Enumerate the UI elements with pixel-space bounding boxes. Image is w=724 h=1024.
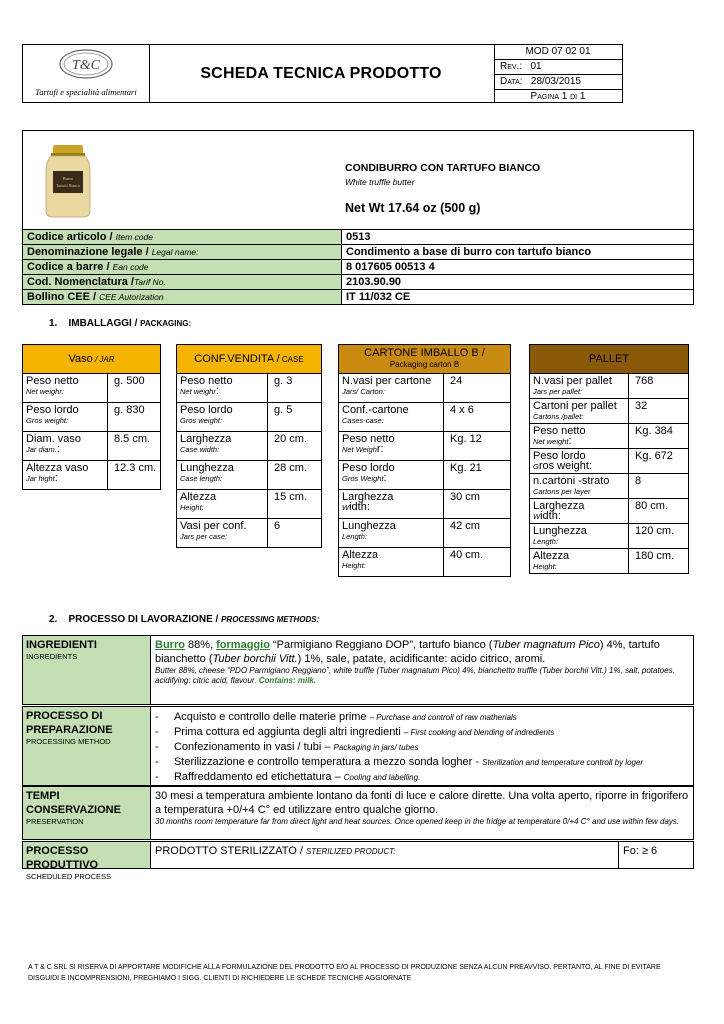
- footer-disclaimer: A T & C SRL SI RISERVA DI APPORTARE MODIFICHE ALLA FORMULAZIONE DEL PRODOTTO E/O AL PROCESSO DI PRODUZIONE SENZA ALCUN PREAVVISO. PERTANTO, AL FINE DI EVITARE DISGUIDI E INCOMPRENSIONI, PREGHIAMO I SIGG. CLIENTI DI RICHIEDERE LE SCHEDE TECNICHE AGGIORNATE: [28, 964, 661, 982]
- packaging-row: [530, 499, 689, 524]
- spec-key: Denominazione legale / Legal name:: [23, 245, 342, 260]
- packaging-value: 80 cm.: [629, 499, 689, 524]
- svg-text:Tartufo Bianco: Tartufo Bianco: [55, 183, 81, 188]
- packaging-value: 6: [268, 519, 322, 548]
- document-info: [494, 44, 623, 103]
- ingredients-row: INGREDIENTI INGREDIENTS Burro 88%, formaggio “Parmigiano Reggiano DOP”, tartufo bianco (Tuber magnatum Pico) 4%, tartufo bianchetto (Tuber borchii Vitt.) 1%, sale, patate, acidificante: acido citrico, aromi. Butter 88%, cheese “PDO Parmigiano Reggiano”, white truffle (Tuber magnatum Pico) 4%, bianchetto truffle (Tuber borchii Vitt.) 1%, salt, potatoes, acidifying: citric acid, flavour. Contains: milk.: [22, 635, 694, 705]
- packaging-value: Kg. 12: [444, 432, 511, 461]
- packaging-row: [177, 461, 322, 490]
- packaging-row: [530, 449, 689, 474]
- packaging-key: Larghezza Width:: [530, 499, 629, 524]
- spec-key: Bollino CEE / CEE Autorization: [23, 290, 342, 305]
- packaging-row: [23, 461, 161, 490]
- spec-key: Codice a barre / Ean code: [23, 260, 342, 275]
- packaging-key: Peso lordo Gros weight:: [23, 403, 108, 432]
- packaging-key: Conf.-cartone Cases-case:: [339, 403, 444, 432]
- packaging-value: Kg. 672: [629, 449, 689, 474]
- packaging-row: [530, 424, 689, 449]
- packaging-key: Peso netto Net weight:: [530, 424, 629, 449]
- packaging-value: 8.5 cm.: [108, 432, 161, 461]
- section-packaging-title: 1. IMBALLAGGI / PACKAGING:: [49, 318, 192, 329]
- packaging-key: Peso lordo Gros weight:: [530, 449, 629, 474]
- packaging-value: 32: [629, 399, 689, 424]
- preparation-step: - Raffreddamento ed etichettatura – Cooling and labelling.: [155, 771, 421, 783]
- net-weight: Net Wt 17.64 oz (500 g): [345, 201, 481, 215]
- packaging-value: 20 cm.: [268, 432, 322, 461]
- packaging-value: 28 cm.: [268, 461, 322, 490]
- packaging-key: Peso netto Net weighr:: [23, 374, 108, 403]
- spec-key: Cod. Nomenclatura /Tarif No.: [23, 275, 342, 290]
- jar-table: [22, 344, 161, 490]
- packaging-value: g. 830: [108, 403, 161, 432]
- packaging-value: 30 cm: [444, 490, 511, 519]
- company-logo-icon: [23, 45, 149, 85]
- packaging-value: 768: [629, 374, 689, 399]
- document-title-box: [148, 44, 495, 103]
- pallet-table: [529, 344, 689, 574]
- packaging-value: g. 5: [268, 403, 322, 432]
- preservation-row: TEMPI CONSERVAZIONE PRESERVATION 30 mesi a temperatura ambiente lontano da fonti di luce e calore dirette. Una volta aperto, riporre in frigorifero a temperatura +0/+4 C° ed utilizzare entro qualche giorno. 30 months room temperature far from direct light and heat sources. Once opened keep in the fridge at temperature 0/+4 C° and use within few days.: [22, 786, 694, 840]
- packaging-key: Peso netto Net Weighr:: [339, 432, 444, 461]
- packaging-key: Peso netto Net weighr:: [177, 374, 268, 403]
- packaging-row: [339, 548, 511, 577]
- packaging-row: [339, 374, 511, 403]
- fo-value: Fo: ≥ 6: [623, 845, 658, 857]
- packaging-value: Kg. 21: [444, 461, 511, 490]
- preparation-step: - Acquisto e controllo delle materie prime – Purchase and controll of raw matherials: [155, 711, 517, 723]
- packaging-key: Altezza Height:: [530, 549, 629, 574]
- product-name: CONDIBURRO CON TARTUFO BIANCO: [345, 162, 541, 174]
- packaging-key: Diam. vaso Jar diam.:: [23, 432, 108, 461]
- packaging-value: g. 3: [268, 374, 322, 403]
- packaging-key: Larghezza Width:: [339, 490, 444, 519]
- packaging-key: N.vasi per cartone Jars/ Carton:: [339, 374, 444, 403]
- packaging-row: [530, 524, 689, 549]
- ingredients-text: Burro 88%, formaggio “Parmigiano Reggiano DOP”, tartufo bianco (Tuber magnatum Pico) 4%, tartufo bianchetto (Tuber borchii Vitt.) 1%, sale, patate, acidificante: acido citrico, aromi. Butter 88%, cheese “PDO Parmigiano Reggiano”, white truffle (Tuber magnatum Pico) 4%, bianchetto truffle (Tuber borchii Vitt.) 1%, salt, potatoes, acidifying: citric acid, flavour. Contains: milk.: [155, 639, 675, 685]
- packaging-value: g. 500: [108, 374, 161, 403]
- packaging-key: Lunghezza Length:: [339, 519, 444, 548]
- packaging-key: Altezza Height:: [177, 490, 268, 519]
- packaging-value: 42 cm: [444, 519, 511, 548]
- logo-text: T&C: [71, 58, 101, 73]
- spec-row: [23, 230, 694, 245]
- section-processing-title: 2. PROCESSO DI LAVORAZIONE / PROCESSING METHODS:: [49, 614, 320, 625]
- date-value: 28/03/2015: [530, 76, 581, 87]
- packaging-key: N.vasi per pallet Jars per pallet:: [530, 374, 629, 399]
- carton-table: [338, 344, 511, 577]
- packaging-key: Altezza Height:: [339, 548, 444, 577]
- specs-table: [22, 229, 694, 305]
- packaging-row: [23, 374, 161, 403]
- packaging-value: 120 cm.: [629, 524, 689, 549]
- packaging-header: CONF.VENDITA / CASE: [177, 345, 322, 374]
- revision-value: 01: [530, 61, 542, 72]
- packaging-row: [339, 432, 511, 461]
- packaging-key: Peso lordo Gros Weight:: [339, 461, 444, 490]
- spec-value: IT 11/032 CE: [342, 290, 694, 305]
- packaging-value: 4 x 6: [444, 403, 511, 432]
- mod-code: MOD 07 02 01: [494, 45, 622, 60]
- packaging-value: 12.3 cm.: [108, 461, 161, 490]
- packaging-value: 24: [444, 374, 511, 403]
- product-box: [22, 130, 694, 230]
- production-row: PROCESSO PRODUTTIVO SCHEDULED PROCESS PRODOTTO STERILIZZATO / STERILIZED PRODUCT: Fo: ≥ 6: [22, 841, 694, 869]
- packaging-key: Lunghezza Case length:: [177, 461, 268, 490]
- packaging-row: [23, 403, 161, 432]
- packaging-row: [530, 399, 689, 424]
- packaging-key: Peso lordo Gros weight:: [177, 403, 268, 432]
- packaging-row: [23, 432, 161, 461]
- packaging-row: [177, 490, 322, 519]
- preparation-step: - Prima cottura ed aggiunta degli altri ingredienti – First cooking and blending of indredients: [155, 726, 555, 738]
- packaging-header: PALLET: [530, 345, 689, 374]
- spec-value: 2103.90.90: [342, 275, 694, 290]
- spec-row: [23, 245, 694, 260]
- packaging-key: Vasi per conf. Jars per case:: [177, 519, 268, 548]
- preparation-row: PROCESSO DI PREPARAZIONE PROCESSING METHOD - Acquisto e controllo delle materie prime – Purchase and controll of raw matherials - Prima cottura ed aggiunta degli altri ingredienti – First cooking and blending of indredients - Confezionamento in vasi / tubi – Packaging in jars/ tubes - Sterilizzazione e controllo temperatura a mezzo sonda logher - Sterilization and temperature controll by loger - Raffreddamento ed etichettatura – Cooling and labelling.: [22, 706, 694, 786]
- document-title: SCHEDA TECNICA PRODOTTO: [200, 64, 442, 82]
- packaging-value: 8: [629, 474, 689, 499]
- packaging-row: [530, 374, 689, 399]
- packaging-key: n.cartoni -strato Cartons per layer: [530, 474, 629, 499]
- packaging-header: CARTONE IMBALLO B / Packaging carton B: [339, 345, 511, 374]
- spec-value: 8 017605 00513 4: [342, 260, 694, 275]
- preservation-text-en: 30 months room temperature far from direct light and heat sources. Once opened keep in the fridge at temperature 0/+4 C° and use within few days.: [155, 817, 680, 826]
- packaging-header: Vaso / JAR: [23, 345, 161, 374]
- preparation-step: - Sterilizzazione e controllo temperatura a mezzo sonda logher - Sterilization and temperature controll by loger: [155, 756, 644, 768]
- packaging-key: Lunghezza Length:: [530, 524, 629, 549]
- packaging-key: Cartoni per pallet Cartons /pallet:: [530, 399, 629, 424]
- packaging-value: Kg. 384: [629, 424, 689, 449]
- packaging-value: 180 cm.: [629, 549, 689, 574]
- logo-subtitle: Tartufi e specialità alimentari: [35, 87, 137, 97]
- packaging-row: [530, 549, 689, 574]
- date-row: Data: 28/03/2015: [494, 75, 622, 90]
- packaging-row: [177, 519, 322, 548]
- case-table: [176, 344, 322, 548]
- spec-row: [23, 260, 694, 275]
- packaging-value: 40 cm.: [444, 548, 511, 577]
- product-jar-image: [43, 143, 93, 219]
- packaging-row: [177, 403, 322, 432]
- product-name-en: White truffle butter: [345, 177, 415, 187]
- packaging-row: [339, 519, 511, 548]
- packaging-row: [339, 403, 511, 432]
- revision-row: Rev.: 01: [494, 60, 622, 75]
- packaging-row: [339, 490, 511, 519]
- packaging-value: 15 cm.: [268, 490, 322, 519]
- packaging-key: Larghezza Case width:: [177, 432, 268, 461]
- spec-key: Codice articolo / Item code: [23, 230, 342, 245]
- svg-text:Burro: Burro: [62, 176, 74, 181]
- spec-value: 0513: [342, 230, 694, 245]
- page-number: Pagina 1 di 1: [530, 91, 586, 102]
- packaging-row: [177, 374, 322, 403]
- spec-value: Condimento a base di burro con tartufo bianco: [342, 245, 694, 260]
- preparation-steps: [151, 707, 693, 785]
- company-logo-box: [22, 44, 150, 103]
- packaging-row: [530, 474, 689, 499]
- preservation-text: 30 mesi a temperatura ambiente lontano da fonti di luce e calore dirette. Una volta aperto, riporre in frigorifero a temperatura +0/+4 C° ed utilizzare entro qualche giorno.: [155, 790, 689, 816]
- preparation-step: - Confezionamento in vasi / tubi – Packaging in jars/ tubes: [155, 741, 419, 753]
- packaging-row: [177, 432, 322, 461]
- packaging-key: Altezza vaso Jar hight:: [23, 461, 108, 490]
- spec-row: [23, 275, 694, 290]
- packaging-row: [339, 461, 511, 490]
- spec-row: [23, 290, 694, 305]
